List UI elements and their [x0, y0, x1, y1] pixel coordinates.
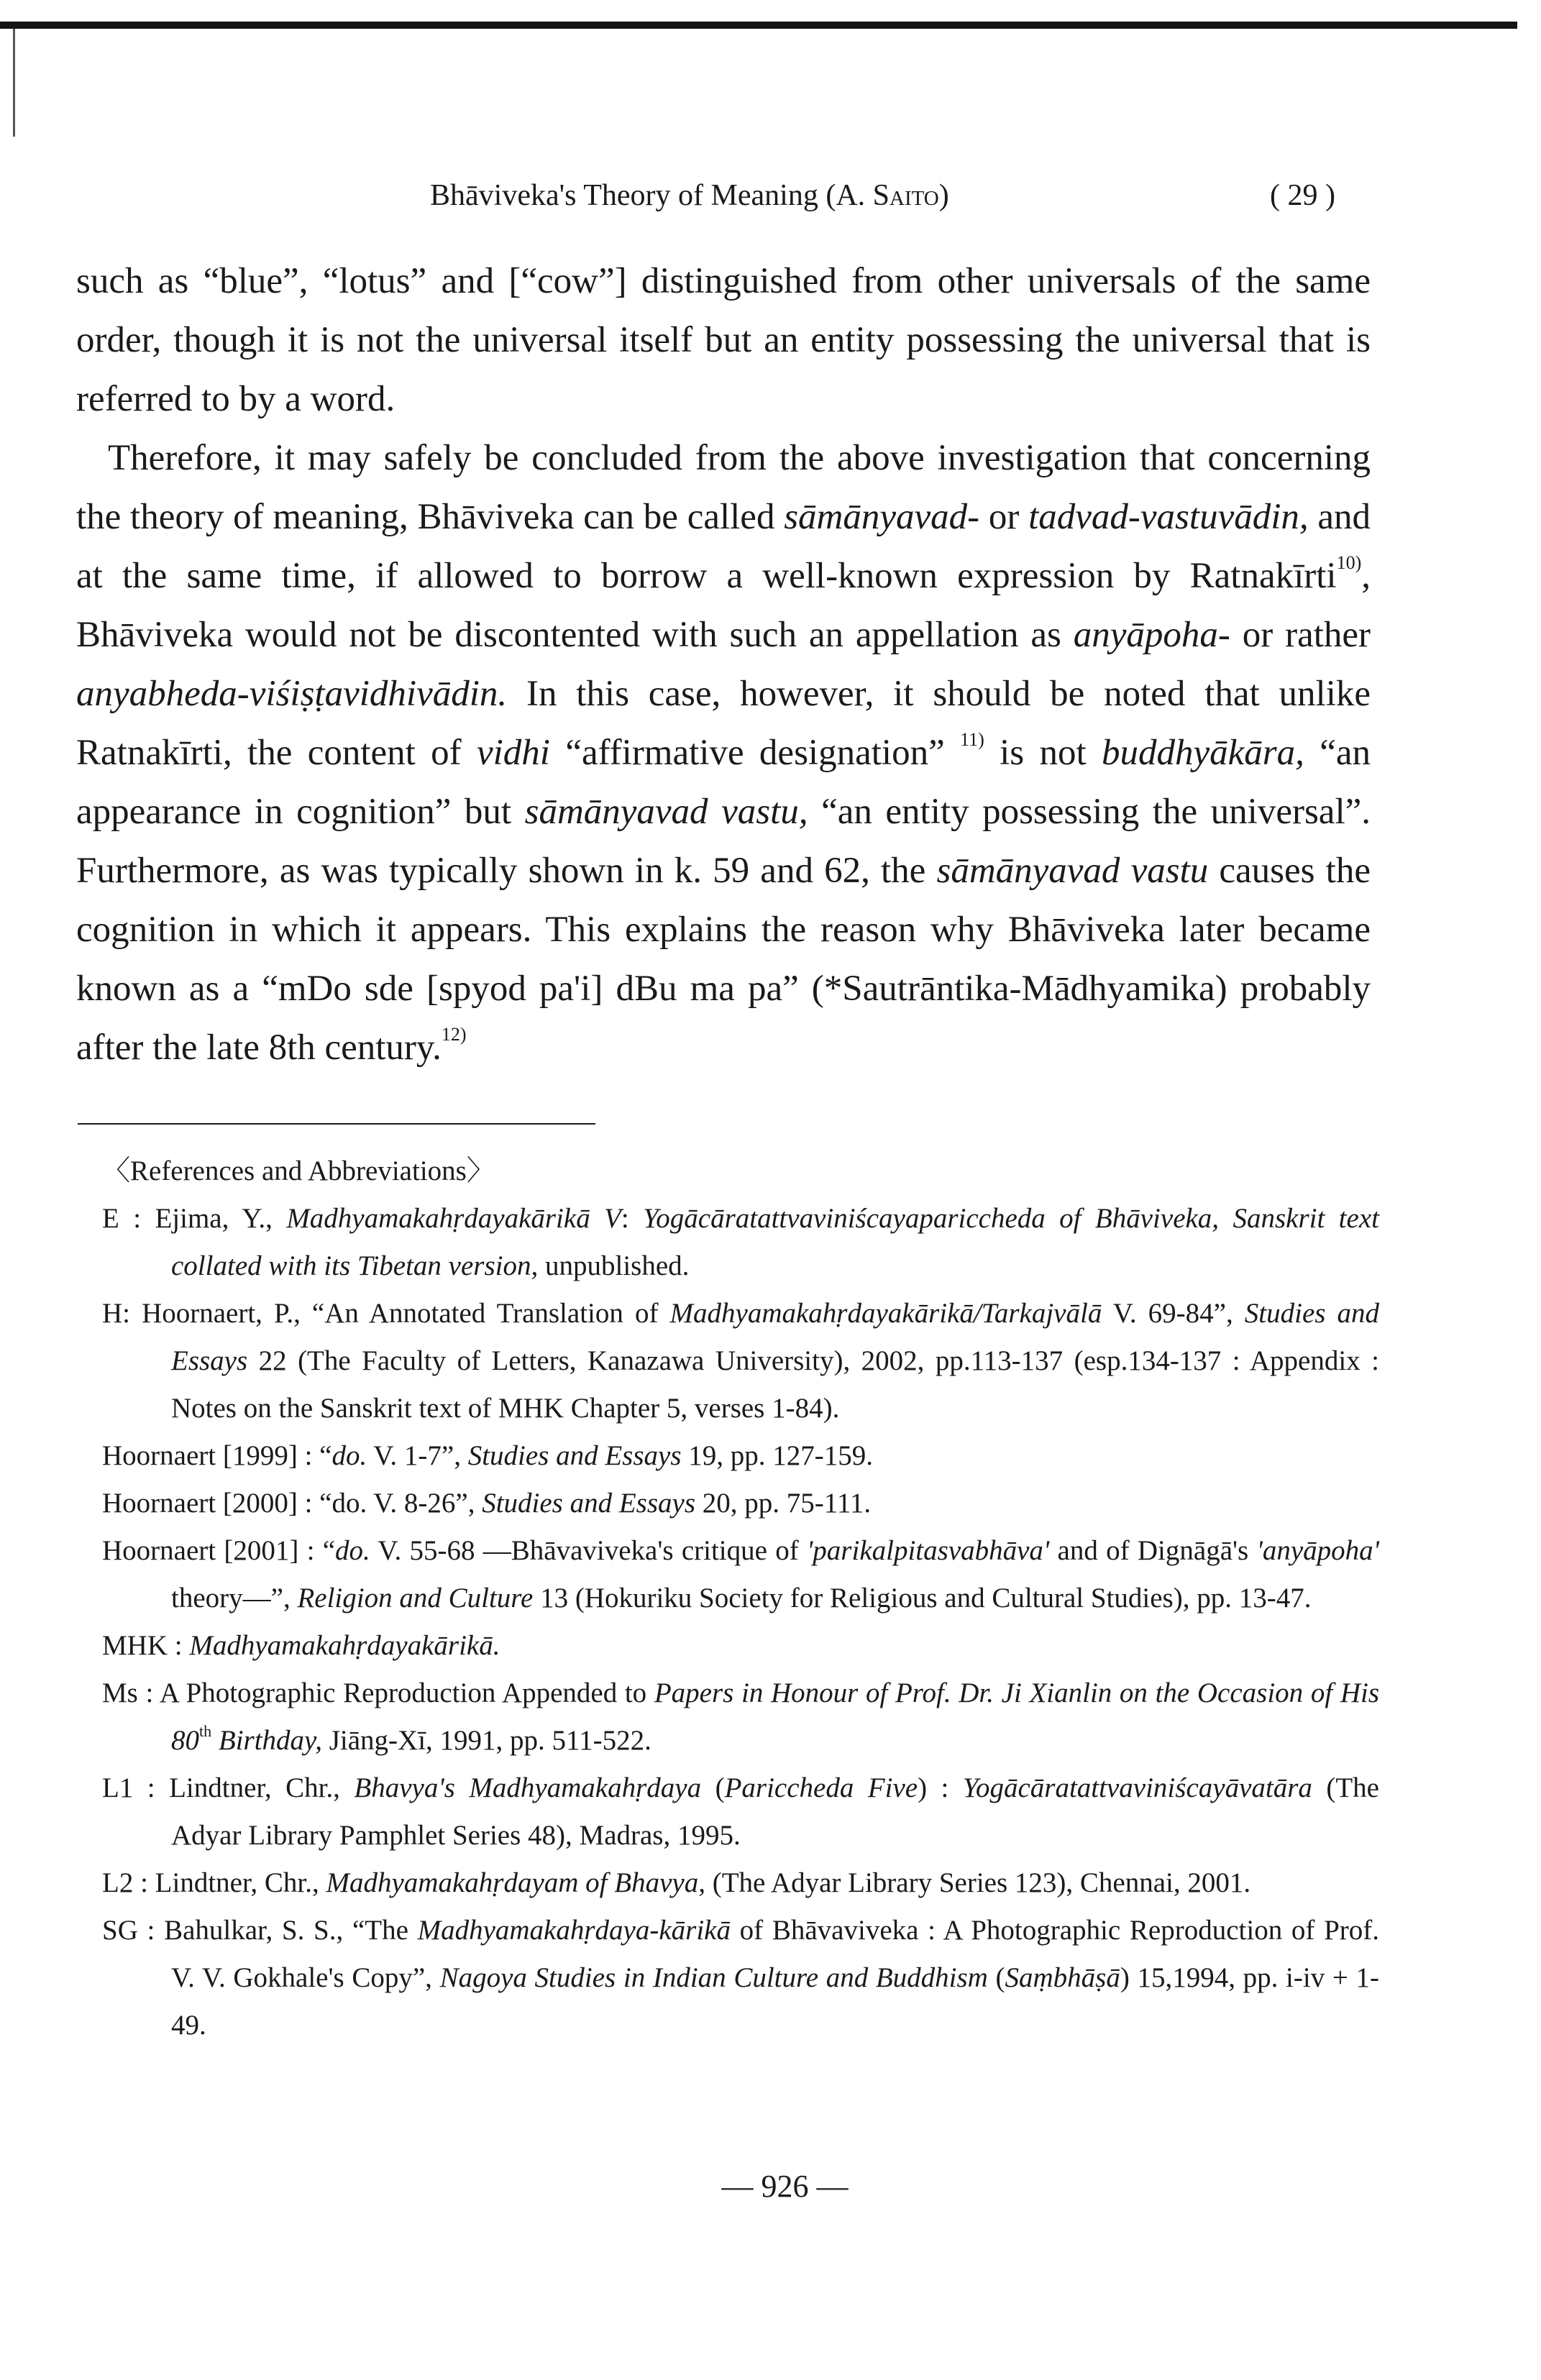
ref-italic: Saṃbhāṣā	[1005, 1962, 1120, 1993]
ref-text: (The Adyar Library Pamphlet Series 48), Madras, 1995.	[171, 1772, 1379, 1851]
running-title	[430, 178, 949, 213]
ref-text: 19, pp. 127-159.	[681, 1440, 874, 1471]
p2-italic: sāmānyavad-	[784, 497, 980, 537]
ref-italic: Religion and Culture	[297, 1583, 534, 1614]
reference-entry-h	[102, 1290, 1379, 1432]
p2-text: “an appearance in cognition” but	[76, 733, 1371, 832]
ref-text: Ms : A Photographic Reproduction Appended to	[102, 1678, 654, 1708]
p2-italic: anyāpoha-	[1073, 615, 1230, 655]
main-body-text	[76, 252, 1371, 1077]
ref-text: H: Hoornaert, P., “An Annotated Translation of	[102, 1298, 670, 1329]
ref-text: Hoornaert [1999] : “	[102, 1440, 332, 1471]
header-page-number: ( 29 )	[1270, 179, 1335, 212]
ref-italic: Madhyamakahṛdaya-kārikā	[417, 1915, 731, 1946]
ref-text: L1 : Lindtner, Chr.,	[102, 1772, 355, 1803]
ref-text: E : Ejima, Y.,	[102, 1203, 287, 1234]
p2-text: , Bhāviveka would not be discontented with such an appellation as	[76, 556, 1371, 655]
ref-italic: Papers in Honour of Prof. Dr. Ji Xianlin on the Occasion of His 80	[171, 1678, 1379, 1756]
reference-entry-hoornaert-1999	[102, 1432, 1379, 1480]
ref-text: V. 69-84”,	[1102, 1298, 1245, 1329]
reference-entry-mhk	[102, 1622, 1379, 1670]
ref-italic: Bhavya's Madhyamakahṛdaya	[354, 1772, 702, 1803]
ref-italic: Madhyamakahṛdayam of Bhavya,	[326, 1867, 705, 1898]
ref-text: MHK :	[102, 1630, 190, 1661]
references-heading: 〈References and Abbreviations〉	[102, 1155, 495, 1186]
ref-italic: Studies and Essays	[171, 1298, 1380, 1376]
ref-superscript: th	[199, 1722, 212, 1740]
ref-text: V. 1-7”,	[367, 1440, 468, 1471]
p2-text: or rather	[1230, 615, 1371, 655]
p2-italic: sāmānyavad vastu,	[524, 792, 808, 832]
ref-text: 13 (Hokuriku Society for Religious and Cultural Studies), pp. 13-47.	[533, 1583, 1312, 1614]
p2-text: and at the same time, if allowed to borrow a well-known expression by Ratnakīrti	[76, 497, 1371, 596]
ref-text: 20, pp. 75-111.	[695, 1488, 872, 1519]
paragraph-2	[76, 429, 1371, 1077]
p2-text: is not	[984, 733, 1102, 773]
p2-text: or	[979, 497, 1029, 537]
ref-italic: do.	[335, 1535, 370, 1566]
ref-text: ) :	[918, 1772, 963, 1803]
ref-italic: Birthday,	[211, 1725, 322, 1756]
ref-text: and of Dignāgā's	[1049, 1535, 1257, 1566]
scan-edge-mark	[13, 29, 15, 137]
footnote-separator	[78, 1123, 595, 1125]
ref-italic: Madhyamakahṛdayakārikā.	[189, 1630, 500, 1661]
p2-italic: buddhyākāra,	[1102, 733, 1304, 773]
header-author: (A. Saito)	[826, 179, 949, 212]
ref-text: unpublished.	[538, 1250, 690, 1281]
p2-italic: vidhi	[477, 733, 550, 773]
running-header	[0, 178, 1541, 221]
ref-text: V. 55-68 —Bhāvaviveka's critique of	[370, 1535, 807, 1566]
ref-italic: Yogācāratattvaviniścayapariccheda of Bhāviveka, Sanskrit text collated with its Tibetan version,	[171, 1203, 1379, 1281]
reference-entry-hoornaert-2000	[102, 1480, 1379, 1527]
p1-text: such as “blue”, “lotus” and [“cow”] distinguished from other universals of the same order, though it is not the universal itself but an entity possessing the universal that is referred to by a word.	[76, 261, 1371, 419]
ref-text: ) 15,1994, pp. i-iv + 1-49.	[171, 1962, 1379, 2041]
ref-italic: Madhyamakahṛdayakārikā V	[286, 1203, 621, 1234]
top-border-rule	[0, 22, 1517, 29]
p2-text: In this case, however, it should be noted that unlike Ratnakīrti, the content of	[76, 674, 1371, 773]
ref-text: Jiāng-Xī, 1991, pp. 511-522.	[321, 1725, 651, 1756]
reference-entry-l2	[102, 1859, 1379, 1907]
footer-page-number: — 926 —	[721, 2169, 849, 2204]
p2-text: causes the cognition in which it appears. This explains the reason why Bhāviveka later became known as a “mDo sde [spyod pa'i] dBu ma pa” (*Sautrāntika-Mādhyamika) probably after the late 8th century.	[76, 851, 1371, 1068]
ref-text: Hoornaert [2000] : “do. V. 8-26”,	[102, 1488, 483, 1519]
ref-text: :	[621, 1203, 644, 1234]
ref-text: Hoornaert [2001] : “	[102, 1535, 336, 1566]
ref-italic: Yogācāratattvaviniścayāvatāra	[962, 1772, 1312, 1803]
reference-entry-ms	[102, 1670, 1379, 1765]
footnote-marker-12: 12)	[441, 1024, 467, 1045]
reference-entry-l1	[102, 1765, 1379, 1859]
ref-text: 22 (The Faculty of Letters, Kanazawa University), 2002, pp.113-137 (esp.134-137 : Appendix : Notes on the Sanskrit text of MHK Chapter 5, verses 1-84).	[171, 1345, 1379, 1424]
ref-italic: Pariccheda Five	[724, 1772, 918, 1803]
ref-italic: Studies and Essays	[482, 1488, 696, 1519]
ref-text: L2 : Lindtner, Chr.,	[102, 1867, 326, 1898]
footnote-marker-11: 11)	[960, 729, 984, 750]
ref-italic: Nagoya Studies in Indian Culture and Buddhism	[439, 1962, 988, 1993]
p2-italic: sāmānyavad vastu	[936, 851, 1209, 891]
ref-italic: Studies and Essays	[467, 1440, 682, 1471]
ref-text: (	[701, 1772, 725, 1803]
ref-text: of Bhāvaviveka : A Photographic Reproduction of Prof. V. V. Gokhale's Copy”,	[171, 1915, 1379, 1993]
p2-text: Therefore, it may safely be concluded from the above investigation that concerning the theory of meaning, Bhāviveka can be called	[76, 438, 1371, 537]
reference-entry-e	[102, 1195, 1379, 1290]
p2-text: “an entity possessing the universal”. Furthermore, as was typically shown in k. 59 and 62, the	[76, 792, 1371, 891]
ref-italic: do.	[331, 1440, 367, 1471]
ref-italic: Madhyamakahṛdayakārikā/Tarkajvālā	[669, 1298, 1102, 1329]
ref-italic: 'parikalpitasvabhāva'	[806, 1535, 1050, 1566]
reference-entry-hoornaert-2001	[102, 1527, 1379, 1622]
ref-italic: 'anyāpoha'	[1256, 1535, 1379, 1566]
p2-italic: tadvad-vastuvādin,	[1028, 497, 1309, 537]
footnote-marker-10: 10)	[1336, 552, 1362, 573]
p2-italic: anyabheda-viśiṣṭavidhivādin.	[76, 674, 508, 714]
ref-text: (	[987, 1962, 1005, 1993]
paragraph-1	[76, 252, 1371, 429]
references-section	[102, 1148, 1379, 2049]
header-title: Bhāviveka's Theory of Meaning	[430, 179, 818, 212]
p2-text: “affirmative designation”	[549, 733, 961, 773]
reference-entry-sg	[102, 1907, 1379, 2049]
ref-text: theory—”,	[171, 1583, 298, 1614]
ref-text: (The Adyar Library Series 123), Chennai, 2001.	[705, 1867, 1251, 1898]
ref-text: SG : Bahulkar, S. S., “The	[102, 1915, 418, 1946]
